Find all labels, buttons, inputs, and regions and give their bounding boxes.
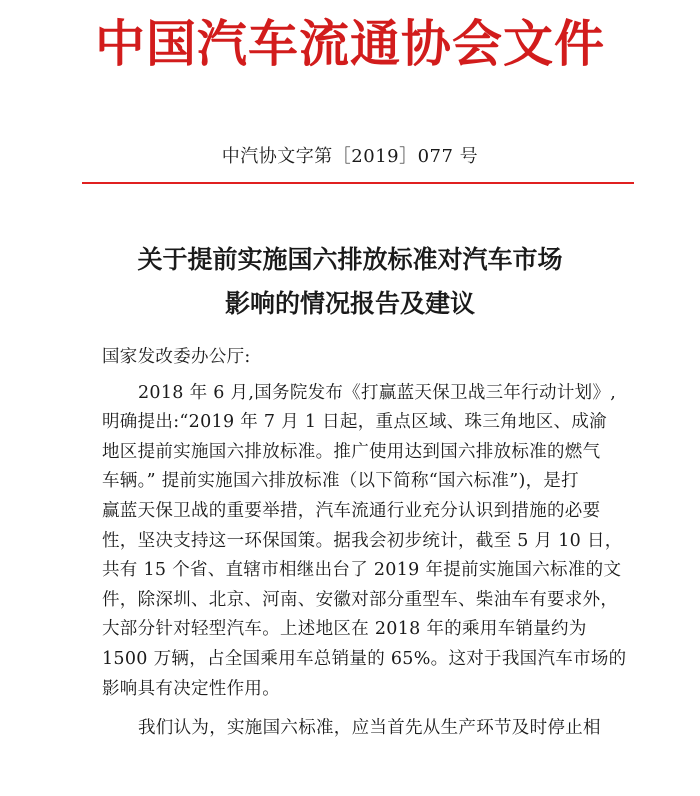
document-number: 中汽协文字第［2019］077 号: [221, 146, 479, 167]
organization-header-title: 中国汽车流通协会文件: [95, 14, 605, 73]
paragraph-line: 性，坚决支持这一环保国策。据我会初步统计，截至 5 月 10 日，: [102, 530, 623, 551]
red-divider-line: [82, 182, 634, 184]
document-body: [102, 343, 627, 744]
paragraph-line: 赢蓝天保卫战的重要举措，汽车流通行业充分认识到措施的必要: [102, 500, 601, 521]
subject-line-2: 影响的情况报告及建议: [224, 289, 475, 318]
document-subject: [0, 238, 700, 326]
paragraph-line: 影响具有决定性作用。: [102, 678, 280, 699]
paragraph-line: 地区提前实施国六排放标准。推广使用达到国六排放标准的燃气: [102, 441, 601, 462]
paragraph-line: 1500 万辆，占全国乘用车总销量的 65%。这对于我国汽车市场的: [102, 648, 627, 669]
paragraph-line: 明确提出:“2019 年 7 月 1 日起，重点区域、珠三角地区、成渝: [102, 412, 607, 433]
paragraph-line: 大部分针对轻型汽车。上述地区在 2018 年的乘用车销量约为: [102, 619, 587, 640]
paragraph-line: 件，除深圳、北京、河南、安徽对部分重型车、柴油车有要求外，: [102, 589, 619, 610]
salutation: 国家发改委办公厅:: [102, 347, 251, 367]
paragraph-line: 共有 15 个省、直辖市相继出台了 2019 年提前实施国六标准的文: [102, 560, 622, 581]
paragraph-line: 车辆。” 提前实施国六排放标准（以下简称“国六标准”)，是打: [102, 471, 579, 492]
paragraph-2-start: 我们认为，实施国六标准，应当首先从生产环节及时停止相: [138, 718, 601, 739]
paragraph-1: [102, 379, 627, 705]
paragraph-line: 2018 年 6 月,国务院发布《打赢蓝天保卫战三年行动计划》,: [138, 382, 617, 403]
subject-line-1: 关于提前实施国六排放标准对汽车市场: [137, 245, 563, 274]
